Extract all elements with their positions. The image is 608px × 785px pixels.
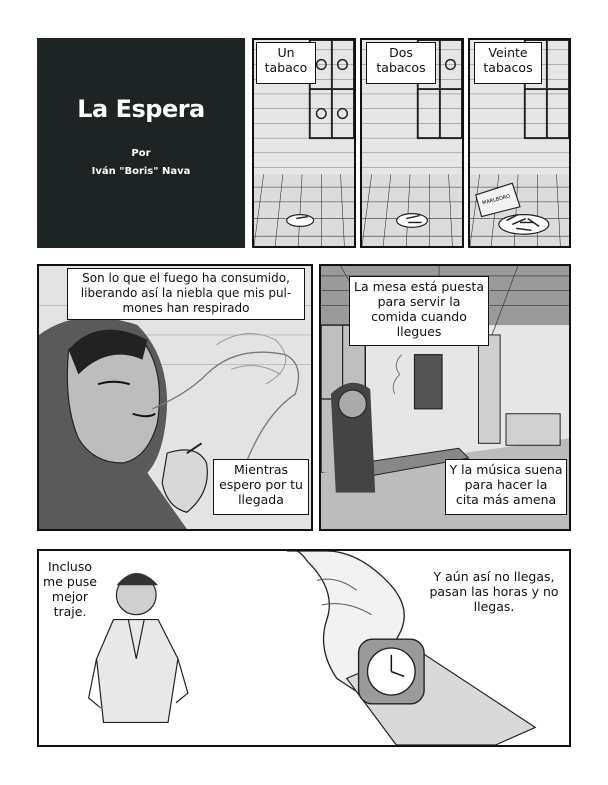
caption-waiting: [213, 459, 309, 515]
panel-smoking-man: [37, 264, 313, 531]
caption-line: La mesa está puesta: [354, 279, 484, 294]
cigarette-bag-label: MARLBORO: [481, 193, 511, 207]
text-better-suit: [43, 559, 97, 619]
caption-line: mones han respirado: [122, 301, 250, 315]
caption-line: para hacer la: [464, 477, 548, 492]
caption-line: liberando así la niebla que mis pul-: [80, 286, 292, 300]
byline-prefix: Por: [131, 148, 151, 159]
caption-two-cigarettes: [366, 42, 436, 84]
comic-title: La Espera: [77, 95, 205, 123]
caption-line: llegues: [396, 324, 442, 339]
caption-line: tabacos: [376, 60, 426, 75]
caption-line: Son lo que el fuego ha consumido,: [82, 271, 290, 285]
caption-line: Y la música suena: [449, 462, 563, 477]
text-line: mejor: [51, 589, 89, 604]
caption-line: cita más amena: [455, 492, 557, 507]
caption-line: espero por tu: [219, 477, 303, 492]
caption-line: llegada: [238, 492, 284, 507]
caption-line: comida cuando: [371, 309, 467, 324]
text-line: traje.: [53, 604, 87, 619]
text-line: me puse: [43, 574, 97, 589]
panel-suit-watch: [37, 549, 571, 747]
caption-twenty-cigarettes: [474, 42, 542, 84]
caption-line: tabaco: [264, 60, 308, 75]
panel-two-cigarettes: [360, 38, 464, 248]
caption-line: Veinte: [488, 45, 528, 60]
caption-line: tabacos: [483, 60, 533, 75]
panel-table-scene: [319, 264, 571, 531]
text-line: llegas.: [473, 599, 515, 614]
title-panel: [37, 38, 245, 248]
caption-line: Mientras: [233, 462, 289, 477]
caption-line: para servir la: [377, 294, 461, 309]
text-line: Y aún así no llegas,: [433, 569, 555, 584]
author-name: Iván "Boris" Nava: [91, 166, 191, 177]
caption-line: Un: [277, 45, 295, 60]
panel-one-cigarette: [252, 38, 356, 248]
caption-table: [349, 276, 489, 346]
panel-twenty-cigarettes: [468, 38, 571, 248]
text-line: pasan las horas y no: [429, 584, 559, 599]
caption-smoke: [67, 268, 305, 320]
caption-one-cigarette: [256, 42, 316, 84]
text-hours-pass: [419, 569, 569, 614]
caption-line: Dos: [389, 45, 413, 60]
text-line: Incluso: [47, 559, 93, 574]
caption-music: [445, 459, 567, 515]
